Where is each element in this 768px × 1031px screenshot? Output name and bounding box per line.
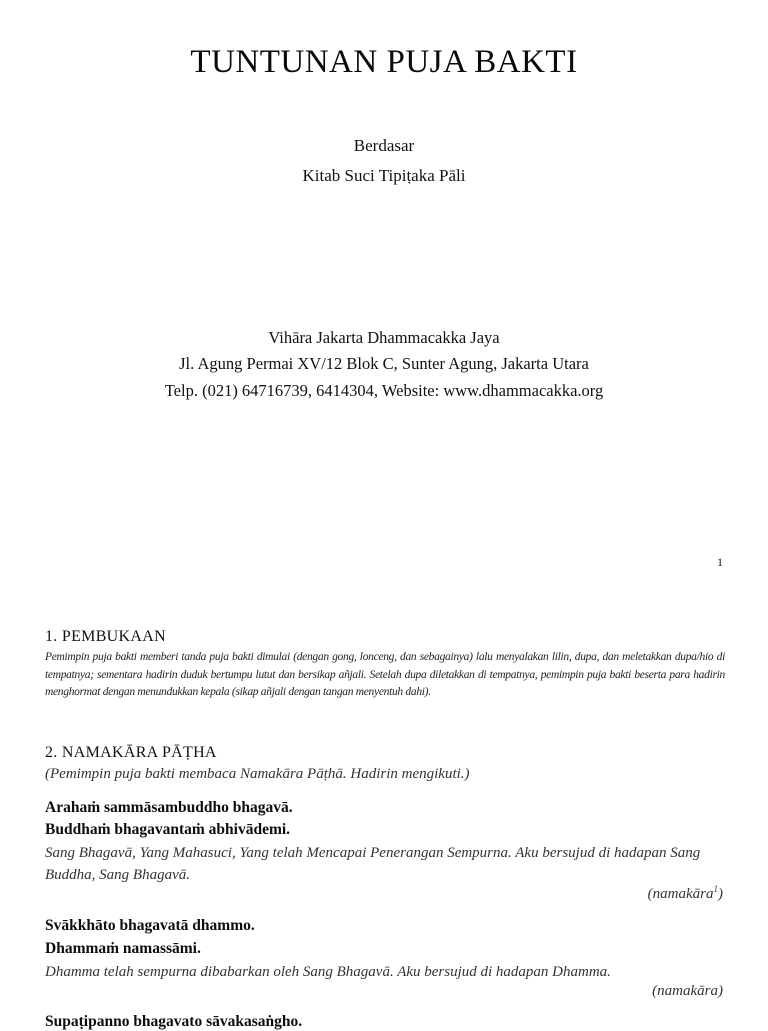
pali-verse-line: Supaṭipanno bhagavato sāvakasaṅgho. [45, 1013, 303, 1030]
verse-translation: Dhamma telah sempurna dibabarkan oleh Sang Bhagavā. Aku bersujud di hadapan Dhamma. [45, 964, 611, 980]
section-body-pembukaan: Pemimpin puja bakti memberi tanda puja bakti dimulai (dengan gong, lonceng, dan sebagainya) lalu menyalakan lilin, dupa, dan meletakkan dupa/hio di tempatnya; sementara hadirin duduk bertumpu lutut dan bersikap añjali. Setelah dupa diletakkan di tempatnya, pemimpin puja bakti beserta para hadirin menghormat dengan menundukkan kepala (sikap añjali dengan tangan menyentuh dahi). [45, 651, 725, 698]
address-street: Jl. Agung Permai XV/12 Blok C, Sunter Agung, Jakarta Utara [179, 354, 589, 373]
section-heading-pembukaan: 1. PEMBUKAAN [45, 628, 166, 645]
page-number: 1 [717, 555, 723, 569]
verse-translation: Sang Bhagavā, Yang Mahasuci, Yang telah Mencapai Penerangan Sempurna. Aku bersujud di hadapan Sang Buddha, Sang Bhagavā. [45, 845, 701, 883]
namakara-note: (namakāra) [652, 983, 723, 999]
pali-verse-line: Svākkhāto bhagavatā dhammo. [45, 917, 255, 934]
subtitle-line-1: Berdasar [353, 136, 415, 155]
pali-verse-line: Buddhaṁ bhagavantaṁ abhivādemi. [45, 821, 291, 838]
footnote-mark[interactable]: 1 [713, 884, 718, 894]
section-heading-namakara: 2. NAMAKĀRA PĀṬHA [45, 744, 217, 761]
address-vihara: Vihāra Jakarta Dhammacakka Jaya [268, 328, 500, 347]
pali-verse-line: Arahaṁ sammāsambuddho bhagavā. [45, 799, 293, 816]
instruction-text: (Pemimpin puja bakti membaca Namakāra Pāṭhā. Hadirin mengikuti.) [45, 766, 470, 782]
address-contact: Telp. (021) 64716739, 6414304, Website: www.dhammacakka.org [164, 381, 604, 400]
subtitle-line-2: Kitab Suci Tipiṭaka Pāli [302, 166, 466, 185]
namakara-note-text: (namakāra [647, 886, 714, 902]
namakara-note-close: ) [718, 886, 723, 902]
namakara-note [648, 884, 723, 903]
page-title: TUNTUNAN PUJA BAKTI [190, 44, 578, 80]
pali-verse-line: Dhammaṁ namassāmi. [45, 940, 201, 957]
